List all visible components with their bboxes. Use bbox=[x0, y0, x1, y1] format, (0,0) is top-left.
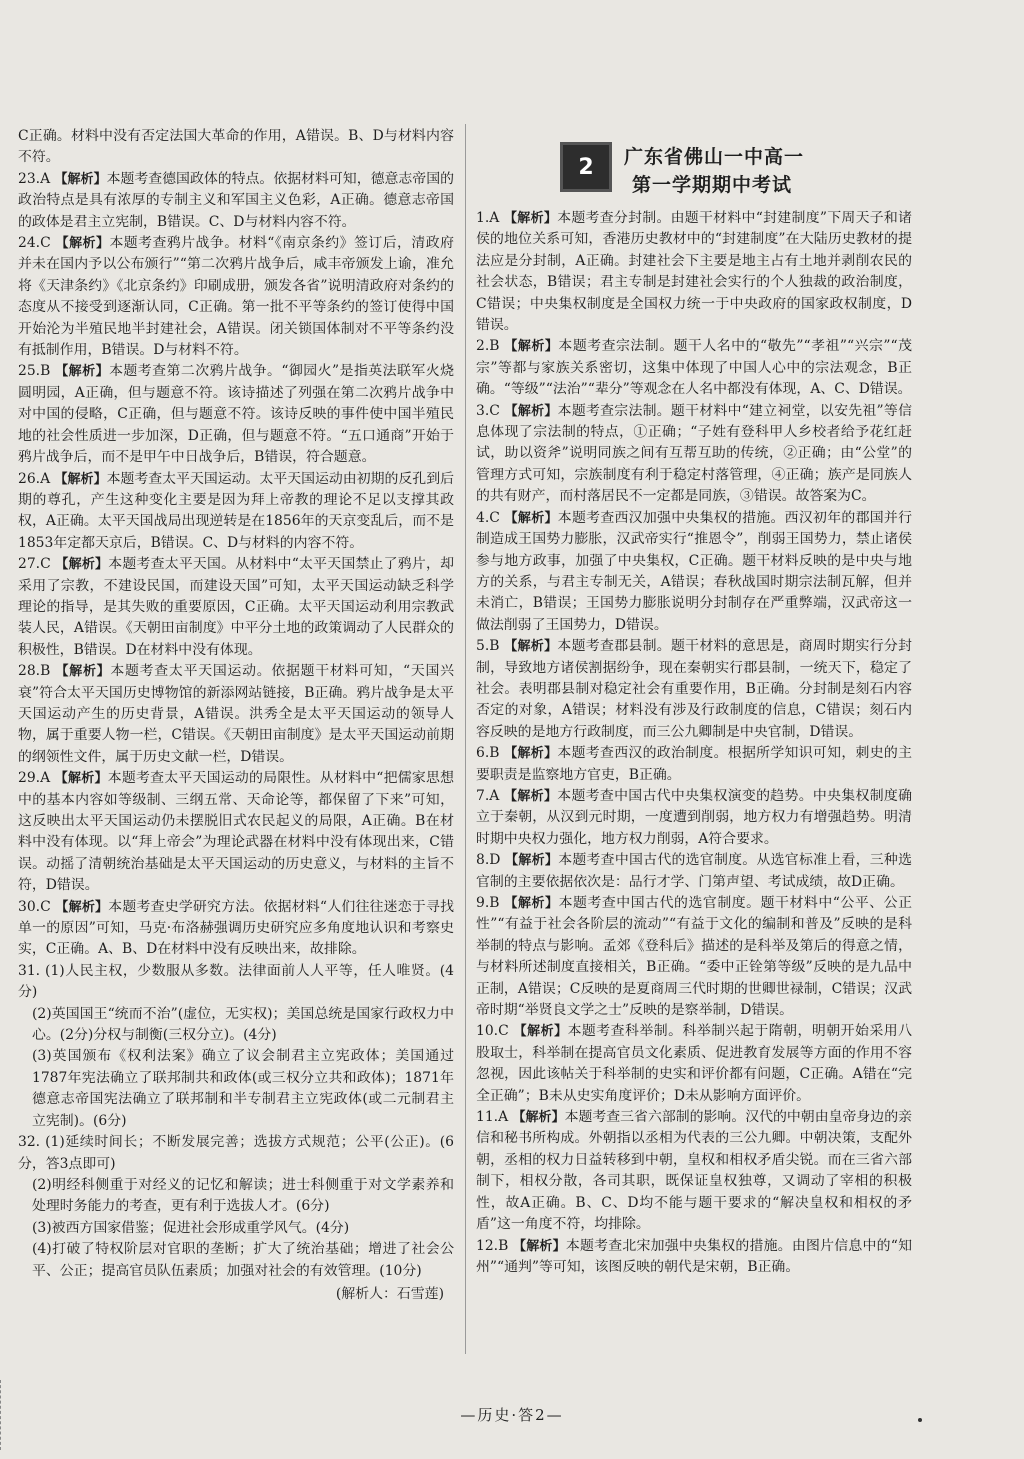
analysis-tag: 【解析】 bbox=[55, 364, 110, 380]
answer-number: 24.C bbox=[18, 235, 51, 252]
answer-number: 11.A bbox=[476, 1109, 509, 1126]
answer-text: (1)延续时间长；不断发展完善；选拔方式规范；公平(公正)。(6分，答3点即可) bbox=[18, 1134, 455, 1172]
answer-text: 本题考查三省六部制的影响。汉代的中朝由皇帝身边的亲信和秘书所构成。外朝指以丞相为代表的三公九卿。中朝决策，支配外朝，丞相的权力日益转移到中朝，皇权和相权矛盾尖锐。而在三省六部制下，相权分散，各司其职，既保证皇权独尊，又调动了宰相的积极性，故A正确。B、C、D均不能与题干要求的“解决皇权和相权的矛盾”这一角度不符，均排除。 bbox=[476, 1109, 912, 1233]
answer-item-27C bbox=[18, 554, 454, 661]
answer-item-26A bbox=[18, 469, 454, 555]
answer-text: 本题考查分封制。由题干材料中“封建制度”下周天子和诸侯的地位关系可知，香港历史教材中的“封建制度”在大陆历史教材的提法应是分封制，A正确。封建社会下主要是地主占有土地并剥削农民的社会状态，B错误；君主专制是封建社会实行的个人独裁的政治制度，C错误；中央集权制度是全国权力统一于中央政府的国家政权制度，D错误。 bbox=[476, 210, 912, 334]
answer-text: 本题考查北宋加强中央集权的措施。由图片信息中的“知州”“通判”等可知，该图反映的朝代是宋朝，B正确。 bbox=[476, 1237, 912, 1275]
analysis-tag: 【解析】 bbox=[54, 471, 107, 487]
answer-subpart: (2)明经科侧重于对经义的记忆和解读；进士科侧重于对文学素养和处理时务能力的考查，更有利于选拔人才。(6分) bbox=[32, 1176, 454, 1215]
answer-text: 本题考查西汉的政治制度。根据所学知识可知，刺史的主要职责是监察地方官吏，B正确。 bbox=[476, 745, 912, 783]
answer-number: 8.D bbox=[476, 852, 501, 869]
page-footer: —历史·答2— bbox=[460, 1406, 564, 1424]
answer-text: 本题考查鸦片战争。材料“《南京条约》签订后，清政府并未在国内予以公布颁行”“第二次鸦片战争后，咸丰帝颁发上谕，准允将《天津条约》《北京条约》印刷成册，颁发各省”说明清政府对条约的态度从不接受到逐渐认同，C正确。第一批不平等条约的签订使得中国开始沦为半殖民地半封建社会，A错误。闭关锁国体制对不平等条约没有抵制作用，B错误。D与材料不符。 bbox=[18, 235, 454, 359]
column-divider bbox=[465, 124, 466, 1354]
analysis-tag: 【解析】 bbox=[504, 788, 558, 804]
analysis-tag: 【解析】 bbox=[504, 211, 558, 226]
answer-number: 9.B bbox=[476, 895, 500, 911]
answer-number: 30.C bbox=[18, 898, 51, 915]
answer-text: 本题考查第二次鸦片战争。“御园火”是指英法联军火烧圆明园，A正确，但与题意不符。该诗描述了列强在第二次鸦片战争中对中国的侵略，C正确，但与题意不符。该诗反映的事件使中国半殖民地的社会性质进一步加深，D正确，但与题意不符。“五口通商”开始于鸦片战争后，而不是甲午中日战争后，B错误，符合题意。 bbox=[18, 363, 454, 466]
analysis-tag: 【解析】 bbox=[504, 746, 558, 762]
answer-subpart: (4)打破了特权阶层对官职的垄断；扩大了统治基础；增进了社会公平、公正；提高官员队伍素质；加强对社会的有效管理。(10分) bbox=[32, 1241, 454, 1279]
answer-text: 本题考查中国古代中央集权演变的趋势。中央集权制度确立于秦朝，从汉到元时期，一度遭到削弱，地方权力有增强趋势。明清时期中央权力强化，地方权力削弱，A符合要求。 bbox=[476, 787, 912, 847]
answer-text: 本题考查太平天国运动。依据题干材料可知，“天国兴衰”符合太平天国历史博物馆的新添网站链接，B正确。鸦片战争是太平天国运动产生的历史背景，A错误。洪秀全是太平天国运动的领导人物，属于重要人物一栏，C错误。《天朝田亩制度》是太平天国运动前期的纲领性文件，属于历史文献一栏，D错误。 bbox=[18, 663, 454, 765]
answer-item-4C bbox=[476, 508, 912, 636]
section-title-line2: 第一学期期中考试 bbox=[632, 174, 793, 196]
answer-text: 本题考查太平天国运动的局限性。从材料中“把儒家思想中的基本内容如等级制、三纲五常、天命论等，都保留了下来”可知，这反映出太平天国运动仍未摆脱旧式农民起义的局限，A正确。B在材料中没有体现。以“拜上帝会”为理论武器在材料中没有体现出来，C错误。动摇了清朝统治基础是太平天国运动的历史意义，与材料的主旨不符，D错误。 bbox=[18, 770, 454, 894]
answer-text: 本题考查中国古代的选官制度。题干材料中“公平、公正性”“有益于社会各阶层的流动”“有益于文化的编制和普及”反映的是科举制的特点与影响。孟郊《登科后》描述的是科举及第后的得意之情，与材料所述制度直接相关，B正确。“委中正铨第等级”反映的是九品中正制，A错误；C反映的是夏商周三代时期的世卿世禄制，C错误；汉武帝时期“举贤良文学之士”反映的是察举制，D错误。 bbox=[476, 895, 912, 1019]
answer-number: 5.B bbox=[476, 638, 500, 655]
right-column bbox=[476, 208, 912, 1278]
answer-item-31 bbox=[18, 961, 454, 1004]
answer-item-12B bbox=[476, 1236, 912, 1279]
answer-item-28B bbox=[18, 661, 454, 768]
answer-number: 7.A bbox=[476, 787, 500, 804]
analysis-tag: 【解析】 bbox=[55, 899, 109, 915]
analysis-tag: 【解析】 bbox=[54, 171, 107, 187]
answer-text: 本题考查宗法制。题干人名中的“敬先”“孝祖”“兴宗”“茂宗”等都与家族关系密切，这集中体现了中国人心中的宗法观念，B正确。“等级”“法治”“辈分”等观念在人名中都没有体现，A、C、D错误。 bbox=[476, 338, 912, 398]
answer-item-23A bbox=[18, 169, 454, 233]
analysis-tag: 【解析】 bbox=[55, 664, 111, 680]
answer-subpart: (3)被西方国家借鉴；促进社会形成重学风气。(4分) bbox=[32, 1219, 350, 1236]
page-dot bbox=[918, 1418, 922, 1422]
answer-number: 26.A bbox=[18, 470, 51, 487]
answer-item-5B bbox=[476, 636, 912, 743]
answer-number: 29.A bbox=[18, 770, 51, 787]
answer-number: 12.B bbox=[476, 1237, 509, 1254]
answer-item-2B bbox=[476, 336, 912, 400]
answer-number: 2.B bbox=[476, 338, 500, 355]
answer-item-1A bbox=[476, 208, 912, 336]
answer-text: 本题考查德国政体的特点。依据材料可知，德意志帝国的政治特点是具有浓厚的专制主义和军国主义色彩，A正确。德意志帝国的政体是君主立宪制，B错误。C、D与材料内容不符。 bbox=[18, 170, 454, 230]
analyst-signature: (解析人：石雪莲) bbox=[335, 1285, 444, 1302]
answer-number: 1.A bbox=[476, 210, 500, 226]
answer-text: C正确。材料中没有否定法国大革命的作用，A错误。B、D与材料内容不符。 bbox=[18, 128, 454, 166]
answer-number: 10.C bbox=[476, 1023, 509, 1040]
answer-item-32 bbox=[18, 1132, 454, 1175]
analysis-tag: 【解析】 bbox=[504, 896, 559, 911]
analysis-tag: 【解析】 bbox=[504, 339, 559, 355]
analysis-tag: 【解析】 bbox=[513, 1024, 568, 1040]
answer-number: 32. bbox=[18, 1134, 41, 1151]
answer-text: 本题考查太平天国运动。太平天国运动由初期的反孔到后期的尊孔，产生这种变化主要是因为拜上帝教的理论不足以支撑其政权，A正确。太平天国战局出现逆转是在1856年的天京变乱后，而不是1853年定都天京后，B错误。C、D与材料的内容不符。 bbox=[18, 470, 454, 551]
analysis-tag: 【解析】 bbox=[504, 510, 558, 526]
section-heading bbox=[560, 140, 860, 198]
answer-number: 4.C bbox=[476, 509, 500, 526]
answer-continuation bbox=[18, 126, 454, 169]
answer-text: 本题考查西汉加强中央集权的措施。西汉初年的郡国并行制造成王国势力膨胀，汉武帝实行“推恩令”，削弱王国势力，禁止诸侯参与地方政事，加强了中央集权，C正确。题干材料反映的是中央与地方的关系，与君主专制无关，A错误；春秋战国时期宗法制瓦解，但并未消亡，B错误；王国势力膨胀说明分封制存在严重弊端，汉武帝这一做法削弱了王国势力，D错误。 bbox=[476, 509, 912, 633]
analysis-tag: 【解析】 bbox=[512, 1110, 565, 1126]
answer-text: 本题考查史学研究方法。依据材料“人们往往迷恋于寻找单一的原因”可知，马克·布洛赫强调历史研究应多角度地认识和考察史实，C正确。A、B、D在材料中没有反映出来，故排除。 bbox=[18, 898, 454, 958]
left-column bbox=[18, 126, 454, 1305]
answer-item-25B bbox=[18, 361, 454, 468]
analysis-tag: 【解析】 bbox=[512, 1238, 566, 1254]
answer-subpart: (3)英国颁布《权利法案》确立了议会制君主立宪政体；美国通过1787年宪法确立了联邦制共和政体(或三权分立共和政体)；1871年德意志帝国宪法确立了联邦制和半专制君主立宪政体(或二元制君主立宪制)。(6分) bbox=[32, 1048, 454, 1129]
answer-item-3C bbox=[476, 401, 912, 508]
answer-number: 28.B bbox=[18, 663, 51, 680]
answer-item-29A bbox=[18, 768, 454, 896]
analysis-tag: 【解析】 bbox=[55, 236, 110, 252]
answer-item-9B bbox=[476, 893, 912, 1021]
answer-item-8D bbox=[476, 850, 912, 893]
answer-text: 本题考查太平天国。从材料中“太平天国禁止了鸦片，却采用了宗教，不建设民国，而建设天国”可知，太平天国运动缺乏科学理论的指导，是其失败的重要原因，C正确。太平天国运动利用宗教武装人民，A错误。《天朝田亩制度》中平分土地的政策调动了人民群众的积极性，B错误。D在材料中没有体现。 bbox=[18, 556, 454, 658]
answer-item-24C bbox=[18, 233, 454, 361]
answer-subpart: (2)英国国王“统而不治”(虚位，无实权)；美国总统是国家行政权力中心。(2分)分权与制衡(三权分立)。(4分) bbox=[32, 1005, 454, 1044]
answer-number: 27.C bbox=[18, 556, 51, 573]
answer-text: 本题考查宗法制。题干材料中“建立祠堂，以安先祖”等信息体现了宗法制的特点，①正确；“子姓有登科甲人乡校者给予花红赶试，助以资斧”说明同族之间有互帮互助的传统，②正确；由“公堂”的管理方式可知，宗族制度有利于稳定村落管理，④正确；族产是同族人的共有财产，而村落居民不一定都是同族，③错误。故答案为C。 bbox=[476, 402, 912, 505]
answer-item-6B bbox=[476, 743, 912, 786]
answer-number: 3.C bbox=[476, 402, 500, 419]
section-number-badge: 2 bbox=[560, 142, 612, 192]
answer-number: 23.A bbox=[18, 170, 51, 187]
answer-number: 6.B bbox=[476, 745, 500, 762]
analysis-tag: 【解析】 bbox=[504, 403, 558, 419]
section-title-line1: 广东省佛山一中高一 bbox=[624, 146, 805, 168]
analysis-tag: 【解析】 bbox=[505, 853, 559, 869]
answer-text: 本题考查郡县制。题干材料的意思是，商周时期实行分封制，导致地方诸侯割据纷争，现在秦朝实行郡县制，一统天下，稳定了社会。表明郡县制对稳定社会有重要作用，B正确。分封制是刻石内容否定的对象，A错误；材料没有涉及行政制度的信息，C错误；刻石内容反映的是地方行政制度，而三公九卿制是中央官制，D错误。 bbox=[476, 638, 912, 740]
analysis-tag: 【解析】 bbox=[504, 639, 558, 655]
answer-text: 本题考查科举制。科举制兴起于隋朝，明朝开始采用八股取士，科举制在提高官员文化素质、促进教育发展等方面的作用不容忽视，因此该帖关于科举制的史实和评价都有问题，C正确。A错在“完全正确”；B未从史实角度评价；D未从影响方面评价。 bbox=[476, 1023, 912, 1104]
answer-number: 25.B bbox=[18, 363, 51, 380]
analysis-tag: 【解析】 bbox=[55, 557, 109, 573]
answer-number: 31. bbox=[18, 962, 41, 979]
answer-item-30C bbox=[18, 897, 454, 961]
answer-text: (1)人民主权，少数服从多数。法律面前人人平等，任人唯贤。(4分) bbox=[18, 962, 455, 1001]
answer-text: 本题考查中国古代的选官制度。从选官标准上看，三种选官制的主要依据依次是：品行才学、门第声望、考试成绩，故D正确。 bbox=[476, 852, 912, 890]
answer-item-10C bbox=[476, 1021, 912, 1107]
answer-item-7A bbox=[476, 786, 912, 850]
answer-item-11A bbox=[476, 1107, 912, 1235]
analysis-tag: 【解析】 bbox=[54, 771, 108, 787]
